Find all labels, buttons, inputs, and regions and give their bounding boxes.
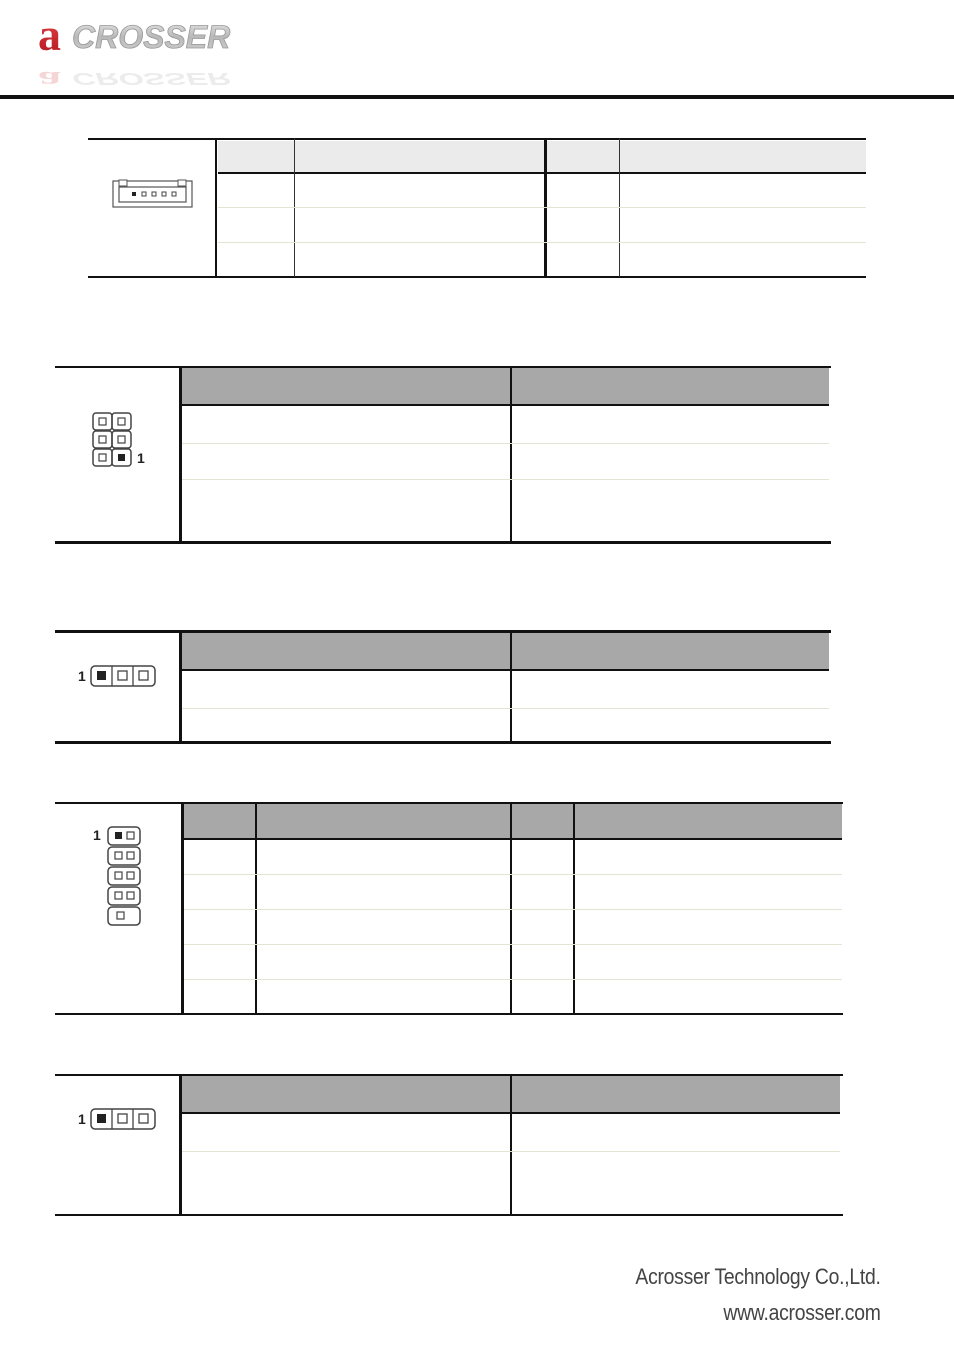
connector-icon-1	[112, 178, 194, 210]
connector-icon-3	[90, 664, 158, 688]
footer-company: Acrosser Technology Co.,Ltd.	[635, 1264, 881, 1289]
connector-icon-5	[90, 1107, 158, 1131]
connector-icon-4	[106, 826, 142, 930]
svg-text:a: a	[38, 9, 61, 60]
header-rule	[0, 95, 954, 99]
pin1-label: 1	[78, 668, 86, 684]
svg-text:a: a	[38, 65, 62, 94]
connector-icon-2	[92, 412, 136, 470]
footer-website[interactable]: www.acrosser.com	[723, 1300, 881, 1325]
svg-text:CROSSER: CROSSER	[72, 69, 231, 89]
pin1-label: 1	[78, 1111, 86, 1127]
svg-text:CROSSER: CROSSER	[72, 19, 231, 55]
pin1-label: 1	[93, 827, 101, 843]
pin1-label: 1	[137, 450, 145, 466]
acrosser-logo	[36, 9, 308, 94]
